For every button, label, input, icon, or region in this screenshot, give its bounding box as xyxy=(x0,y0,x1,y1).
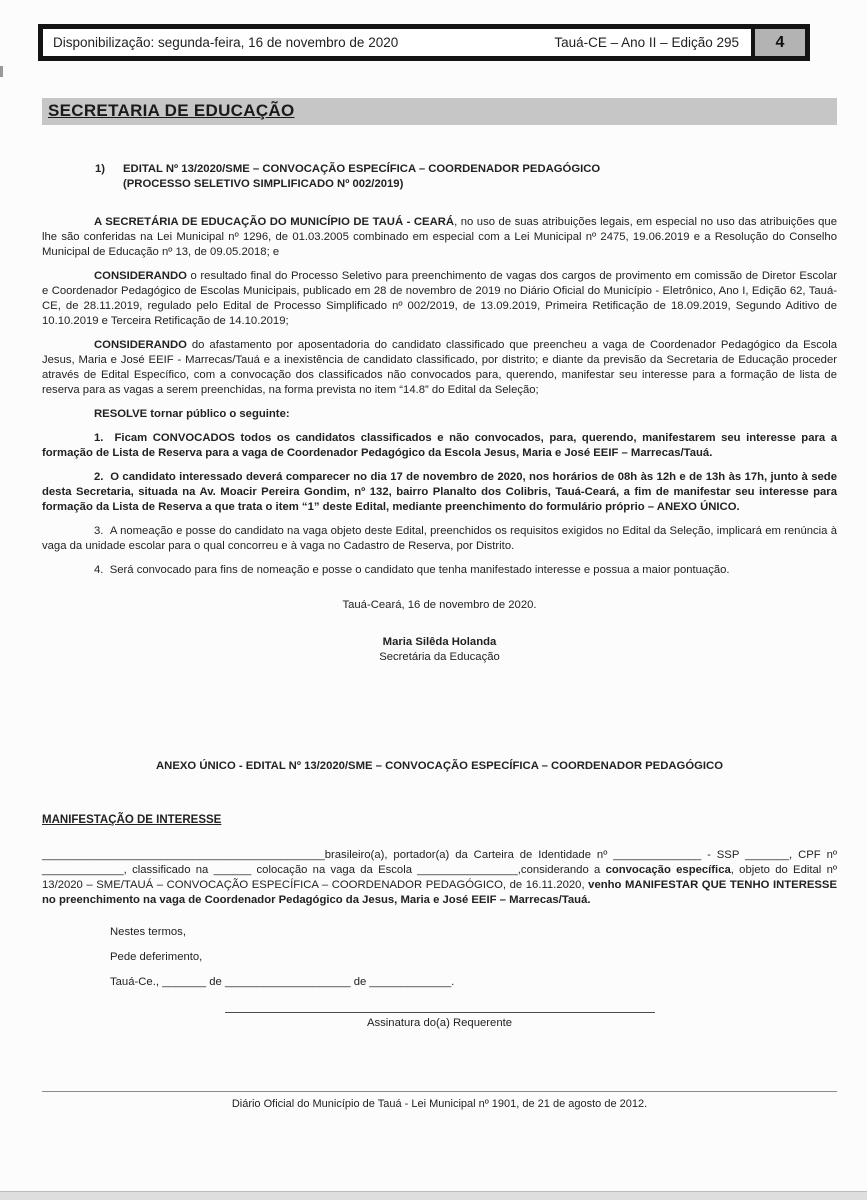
edital-item-2: 2. O candidato interessado deverá comparecer no dia 17 de novembro de 2020, nos horários de 08h às 12h e de 13h às 17h, junto à sede desta Secretaria, situada na Av. Moacir Pereira Gondim, nº 132, bairro Planalto dos Colibris, Tauá-Ceará, a fim de manifestar seu interesse para formação da Lista de Reserva a que trata o item “1” deste Edital, mediante preenchimento do formulário próprio – ANEXO ÚNICO. xyxy=(42,471,837,513)
preamble-lead: A SECRETÁRIA DE EDUCAÇÃO DO MUNICÍPIO DE TAUÁ - CEARÁ xyxy=(94,216,455,228)
scan-artifact xyxy=(0,66,3,77)
preamble-body: , no uso de suas atribuições legais, em especial no uso das atribuições que lhe são conferidas na Lei Municipal nº 1296, de 01.03.2005 combinado em especial com a Lei Municipal nº 2475, 19.06.2019 e a Resolução do Conselho Municipal de Educação nº 13, de 09.05.2018; e xyxy=(42,216,837,258)
footer-text: Diário Oficial do Município de Tauá - Lei Municipal nº 1901, de 21 de agosto de 2012. xyxy=(231,1098,648,1110)
closing-line-1: Nestes termos, xyxy=(110,926,186,938)
form-segment-3: , objeto do Edital nº 13/2020 – SME/TAUÁ – CONVOCAÇÃO ESPECÍFICA – COORDENADOR PEDAGÓGICO, de 16.11.2020, xyxy=(42,864,837,891)
edition-info: Tauá-CE – Ano II – Edição 295 xyxy=(554,35,739,50)
edital-heading xyxy=(95,162,837,192)
date-blank-line: Tauá-Ce., _______ de ____________________ de _____________. xyxy=(110,976,455,988)
edital-title-lines xyxy=(123,162,600,192)
form-segment-4: venho MANIFESTAR QUE TENHO INTERESSE no preenchimento na vaga de Coordenador Pedagógico da Jesus, Maria e José EEIF – Marrecas/Tauá. xyxy=(42,879,837,906)
manifestation-heading: MANIFESTAÇÃO DE INTERESSE xyxy=(42,814,222,826)
edital-item-number: 1) xyxy=(95,163,106,175)
page-number: 4 xyxy=(751,29,805,56)
availability-date: Disponibilização: segunda-feira, 16 de novembro de 2020 xyxy=(53,35,399,50)
considering-1-lead: CONSIDERANDO xyxy=(94,270,187,282)
requester-signature-area xyxy=(42,1012,837,1029)
page-footer xyxy=(42,1091,837,1110)
document-body xyxy=(42,98,837,1110)
edital-title-line1: EDITAL Nº 13/2020/SME – CONVOCAÇÃO ESPECÍFICA – COORDENADOR PEDAGÓGICO xyxy=(123,163,601,175)
section-title-text: SECRETARIA DE EDUCAÇÃO xyxy=(48,101,295,120)
edital-title-line2: (PROCESSO SELETIVO SIMPLIFICADO Nº 002/2019) xyxy=(123,178,404,190)
edital-item-4: 4. Será convocado para fins de nomeação e posse o candidato que tenha manifestado interesse e possua a maior pontuação. xyxy=(94,564,730,576)
considering-2-lead: CONSIDERANDO xyxy=(94,339,187,351)
preamble-paragraph xyxy=(42,215,837,260)
signer-title: Secretária da Educação xyxy=(379,651,500,663)
masthead xyxy=(38,24,810,61)
closing-line-2: Pede deferimento, xyxy=(110,951,203,963)
edital-item-1: 1. Ficam CONVOCADOS todos os candidatos classificados e não convocados, para, querendo, manifestarem seu interesse para a formação de Lista de Reserva para a vaga de Coordenador Pedagógico da Escola Jesus, Maria e José EEIF – Marrecas/Tauá. xyxy=(42,432,837,459)
signer-name: Maria Silêda Holanda xyxy=(382,636,497,648)
considering-1-body: o resultado final do Processo Seletivo para preenchimento de vagas dos cargos de provimento em comissão de Diretor Escolar e Coordenador Pedagógico de Escolas Municipais, publicado em 28 de novembro de 2019 no Diário Oficial do Município - Eletrônico, Ano I, Edição 62, Tauá-CE, de 28.11.2019, regulado pelo Edital de Processo Simplificado nº 002/2019, de 13.09.2019, Primeira Retificação de 18.09.2019, Segundo Aditivo de 10.10.2019 e Terceira Retificação de 14.10.2019; xyxy=(42,270,837,327)
annex-heading: ANEXO ÚNICO - EDITAL Nº 13/2020/SME – CONVOCAÇÃO ESPECÍFICA – COORDENADOR PEDAGÓGICO xyxy=(156,760,723,772)
page-bottom-edge xyxy=(0,1191,867,1200)
edital-item-3: 3. A nomeação e posse do candidato na vaga objeto deste Edital, preenchidos os requisitos exigidos no Edital da Seleção, implicará em renúncia à vaga da unidade escolar para o qual concorreu e à vaga no Cadastro de Reserva, por Distrito. xyxy=(42,525,837,552)
dateline: Tauá-Ceará, 16 de novembro de 2020. xyxy=(342,599,537,611)
masthead-text-row xyxy=(43,29,751,56)
interest-form-paragraph xyxy=(42,848,837,908)
signature-rule xyxy=(225,1012,655,1013)
considering-2-paragraph xyxy=(42,338,837,398)
considering-1-paragraph xyxy=(42,269,837,329)
signature-label: Assinatura do(a) Requerente xyxy=(366,1017,513,1029)
section-title xyxy=(42,98,837,125)
resolve-line: RESOLVE tornar público o seguinte: xyxy=(94,408,290,420)
signature-block xyxy=(42,635,837,665)
form-segment-1: _____________________________________________brasileiro(a), portador(a) da Carteira de Identidade nº ______________ - SSP _______, CPF nº _____________, classificado na ______ colocação na vaga da Escola ________________,considerando a xyxy=(42,849,837,876)
considering-2-body: do afastamento por aposentadoria do candidato classificado que preencheu a vaga de Coordenador Pedagógico da Escola Jesus, Maria e José EEIF - Marrecas/Tauá e a inexistência de candidato classificado, por distrito; e diante da previsão da Secretaria de Educação proceder através de Edital Específico, com a convocação dos classificados não convocados para, querendo, manifestar seu interesse para a formação de lista de reserva para as vagas a serem preenchidas, na forma prevista no item “14.8” do Edital da Seleção; xyxy=(42,339,837,396)
form-segment-2: convocação específica xyxy=(605,864,731,876)
